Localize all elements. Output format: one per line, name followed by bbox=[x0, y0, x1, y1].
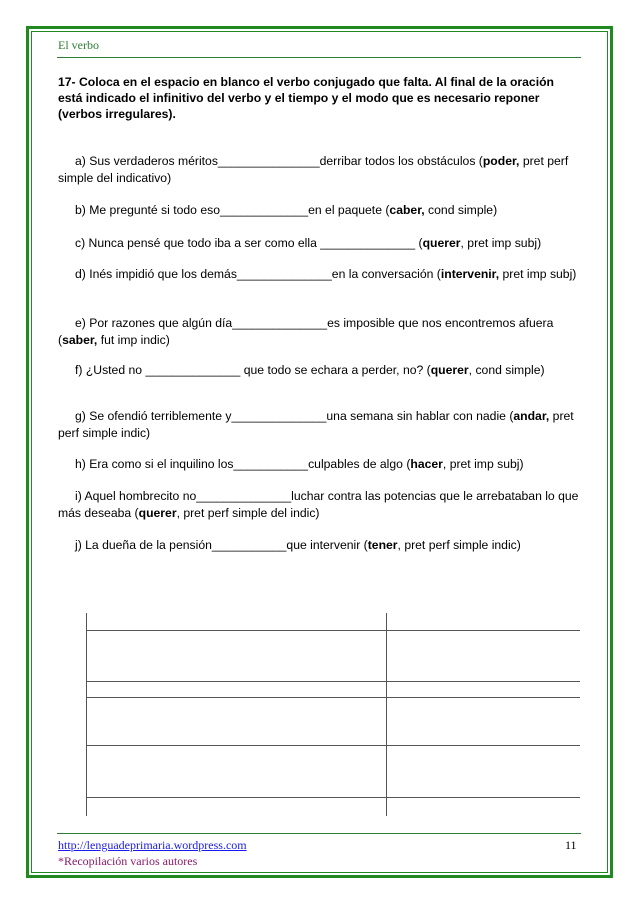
exercise-text: f) ¿Usted no ______________ que todo se echara a perder, no? ( bbox=[75, 363, 431, 377]
exercise-item bbox=[58, 235, 586, 252]
exercise-verb: andar, bbox=[513, 409, 550, 423]
exercise-tense: , pret perf simple indic) bbox=[397, 538, 521, 552]
footer-divider bbox=[57, 833, 581, 834]
header-divider bbox=[57, 57, 581, 58]
footer-note: *Recopilación varios autores bbox=[58, 854, 198, 868]
exercise-verb: querer bbox=[430, 363, 469, 377]
exercise-item bbox=[58, 266, 586, 283]
exercise-item bbox=[58, 153, 586, 187]
exercise-item bbox=[58, 202, 586, 219]
exercise-item bbox=[58, 362, 586, 379]
exercise-tense: , pret imp subj) bbox=[442, 457, 524, 471]
exercise-verb: caber, bbox=[389, 203, 425, 217]
exercise-text: d) Inés impidió que los demás______________en la conversación ( bbox=[75, 267, 441, 281]
exercise-verb: querer bbox=[422, 236, 461, 250]
exercise-tense: cond simple) bbox=[424, 203, 498, 217]
exercise-verb: intervenir, bbox=[440, 267, 500, 281]
exercise-text: i) Aquel hombrecito no______________luchar contra las potencias que le arrebataban lo que más deseaba ( bbox=[58, 489, 579, 520]
page-number: 11 bbox=[565, 838, 577, 852]
exercise-text: e) Por razones que algún día______________es imposible que nos encontremos afuera ( bbox=[58, 316, 554, 347]
exercise-verb: querer bbox=[138, 506, 177, 520]
exercise-verb: poder, bbox=[482, 154, 520, 168]
exercise-tense: pret perf simple indic) bbox=[58, 409, 574, 440]
table-row-line bbox=[86, 630, 580, 631]
exercise-item bbox=[58, 488, 586, 522]
exercise-item bbox=[58, 408, 586, 442]
exercise-text: b) Me pregunté si todo eso_____________en el paquete ( bbox=[75, 203, 390, 217]
exercise-verb: hacer bbox=[410, 457, 443, 471]
exercise-tense: , pret imp subj) bbox=[460, 236, 542, 250]
exercise-tense: pret imp subj) bbox=[499, 267, 577, 281]
exercise-verb: tener bbox=[367, 538, 398, 552]
header-title: El verbo bbox=[58, 38, 99, 52]
exercise-instructions: 17- Coloca en el espacio en blanco el verbo conjugado que falta. Al final de la oración está indicado el infinitivo del verbo y el tiempo y el modo que es necesario reponer (verbos irregulares). bbox=[58, 75, 554, 121]
exercise-item bbox=[58, 456, 586, 473]
exercise-text: a) Sus verdaderos méritos_______________derribar todos los obstáculos ( bbox=[75, 154, 483, 168]
exercise-tense: , pret perf simple del indic) bbox=[176, 506, 320, 520]
exercise-text: j) La dueña de la pensión___________que intervenir ( bbox=[75, 538, 368, 552]
table-row-line bbox=[86, 681, 580, 682]
table-vertical-line bbox=[86, 613, 87, 816]
exercise-tense: fut imp indic) bbox=[97, 333, 170, 347]
exercise-tense: pret perf simple del indicativo) bbox=[58, 154, 569, 185]
table-row-line bbox=[86, 745, 580, 746]
table-vertical-line bbox=[386, 613, 387, 816]
exercise-text: g) Se ofendió terriblemente y______________una semana sin hablar con nadie ( bbox=[75, 409, 514, 423]
exercise-item bbox=[58, 537, 586, 554]
exercise-verb: saber, bbox=[62, 333, 98, 347]
exercise-item bbox=[58, 315, 586, 349]
exercise-text: h) Era como si el inquilino los___________culpables de algo ( bbox=[75, 457, 411, 471]
table-row-line bbox=[86, 697, 580, 698]
exercise-tense: , cond simple) bbox=[468, 363, 545, 377]
exercise-text: c) Nunca pensé que todo iba a ser como ella ______________ ( bbox=[75, 236, 423, 250]
table-row-line bbox=[86, 797, 580, 798]
footer-link[interactable]: http://lenguadeprimaria.wordpress.com bbox=[58, 838, 247, 852]
